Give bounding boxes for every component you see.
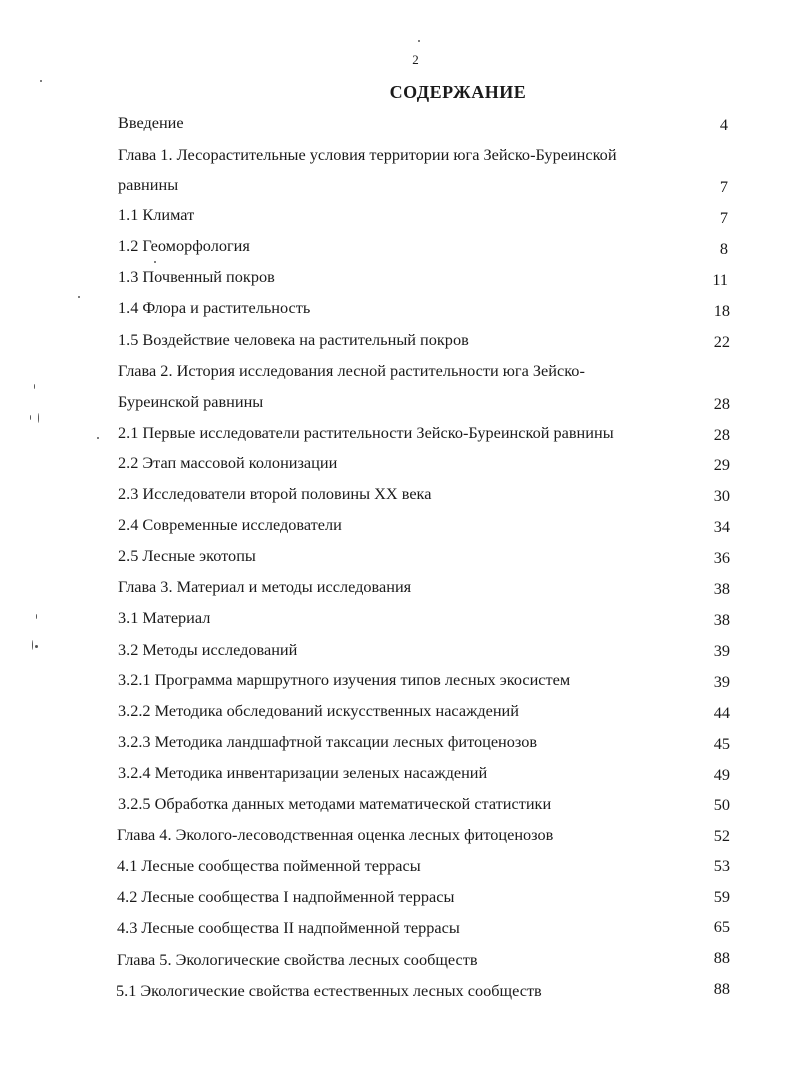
toc-entry-page: 50 [713, 795, 730, 814]
scan-speck [32, 640, 33, 650]
toc-entry-page: 8 [719, 239, 728, 258]
toc-entry-page: 22 [713, 332, 730, 351]
toc-entry-text: 3.2.1 Программа маршрутного изучения типов лесных экосистем [118, 670, 571, 689]
toc-entry-page: 44 [713, 703, 730, 722]
toc-entry-page: 49 [713, 765, 730, 784]
toc-entry-page: 4 [719, 115, 728, 134]
toc-entry-text: 3.2.2 Методика обследований искусственных насаждений [118, 701, 519, 720]
toc-entry-text: 3.2.5 Обработка данных методами математической статистики [118, 794, 552, 813]
scan-speck [78, 296, 80, 298]
toc-entry-page: 39 [713, 672, 730, 691]
toc-entry-text: Глава 3. Материал и методы исследования [118, 577, 412, 596]
page-number: 2 [412, 52, 419, 67]
toc-entry-page: 28 [713, 425, 730, 444]
toc-entry-page: 45 [713, 734, 730, 753]
toc-entry-text: 2.5 Лесные экотопы [118, 546, 256, 565]
toc-entry-text: 1.5 Воздействие человека на растительный покров [118, 330, 469, 349]
toc-entry-page: 18 [713, 301, 730, 320]
toc-entry-text: Введение [118, 113, 184, 132]
scan-speck [154, 261, 156, 263]
toc-entry-page: 11 [712, 270, 728, 289]
toc-entry-page: 36 [713, 548, 730, 567]
toc-entry-text: 4.1 Лесные сообщества пойменной террасы [117, 856, 421, 875]
toc-entry-page: 7 [719, 177, 728, 196]
toc-entry-text: 1.2 Геоморфология [118, 236, 250, 255]
scan-speck [36, 614, 37, 619]
scan-speck [40, 80, 42, 82]
toc-entry-text: 2.2 Этап массовой колонизации [118, 453, 338, 472]
toc-entry-page: 38 [713, 579, 730, 598]
toc-entry-text: 2.3 Исследователи второй половины XX века [118, 484, 432, 503]
toc-entry-text: 1.4 Флора и растительность [118, 298, 311, 317]
scan-speck [35, 645, 38, 648]
toc-entry-text: Глава 2. История исследования лесной растительности юга Зейско- [118, 361, 585, 380]
toc-entry-text: 4.2 Лесные сообщества I надпойменной террасы [117, 887, 455, 906]
toc-entry-page: 39 [713, 641, 730, 660]
toc-entry-text: 1.1 Климат [118, 205, 195, 224]
toc-entry-page: 28 [713, 394, 730, 413]
toc-entry-page: 29 [713, 455, 730, 474]
toc-entry-page: 34 [713, 517, 730, 536]
toc-entry-text: 2.4 Современные исследователи [118, 515, 342, 534]
toc-entry-page: 30 [713, 486, 730, 505]
scan-speck [97, 437, 99, 439]
toc-entry-text: 1.3 Почвенный покров [118, 267, 275, 286]
toc-entry-page: 88 [713, 979, 730, 998]
toc-entry-page: 65 [713, 917, 730, 936]
toc-entry-text: 3.2.3 Методика ландшафтной таксации лесных фитоценозов [118, 732, 538, 751]
toc-entry-text: равнины [118, 175, 179, 194]
toc-entry-text: Буреинской равнины [118, 392, 264, 411]
toc-entry-text: Глава 4. Эколого-лесоводственная оценка лесных фитоценозов [117, 825, 554, 844]
toc-entry-text: 3.2.4 Методика инвентаризации зеленых насаждений [118, 763, 488, 782]
toc-entry-page: 38 [713, 610, 730, 629]
scan-speck [38, 413, 39, 423]
toc-entry-page: 59 [713, 887, 730, 906]
toc-entry-text: Глава 1. Лесорастительные условия территории юга Зейско-Буреинской [118, 145, 617, 164]
scan-speck [30, 415, 31, 420]
toc-entry-text: 5.1 Экологические свойства естественных лесных сообществ [116, 981, 542, 1000]
toc-entry-page: 52 [713, 826, 730, 845]
toc-entry-page: 53 [713, 856, 730, 875]
toc-entry-text: 2.1 Первые исследователи растительности Зейско-Буреинской равнины [118, 423, 614, 442]
toc-entry-text: 3.2 Методы исследований [118, 640, 298, 659]
toc-entry-page: 88 [713, 948, 730, 967]
toc-entry-text: Глава 5. Экологические свойства лесных сообществ [117, 950, 478, 969]
toc-entry-text: 4.3 Лесные сообщества II надпойменной террасы [117, 918, 460, 937]
toc-entry-text: 3.1 Материал [118, 608, 211, 627]
toc-title: СОДЕРЖАНИЕ [389, 82, 527, 102]
scan-speck [34, 384, 35, 389]
scan-speck [418, 40, 420, 42]
toc-entry-page: 7 [719, 208, 728, 227]
